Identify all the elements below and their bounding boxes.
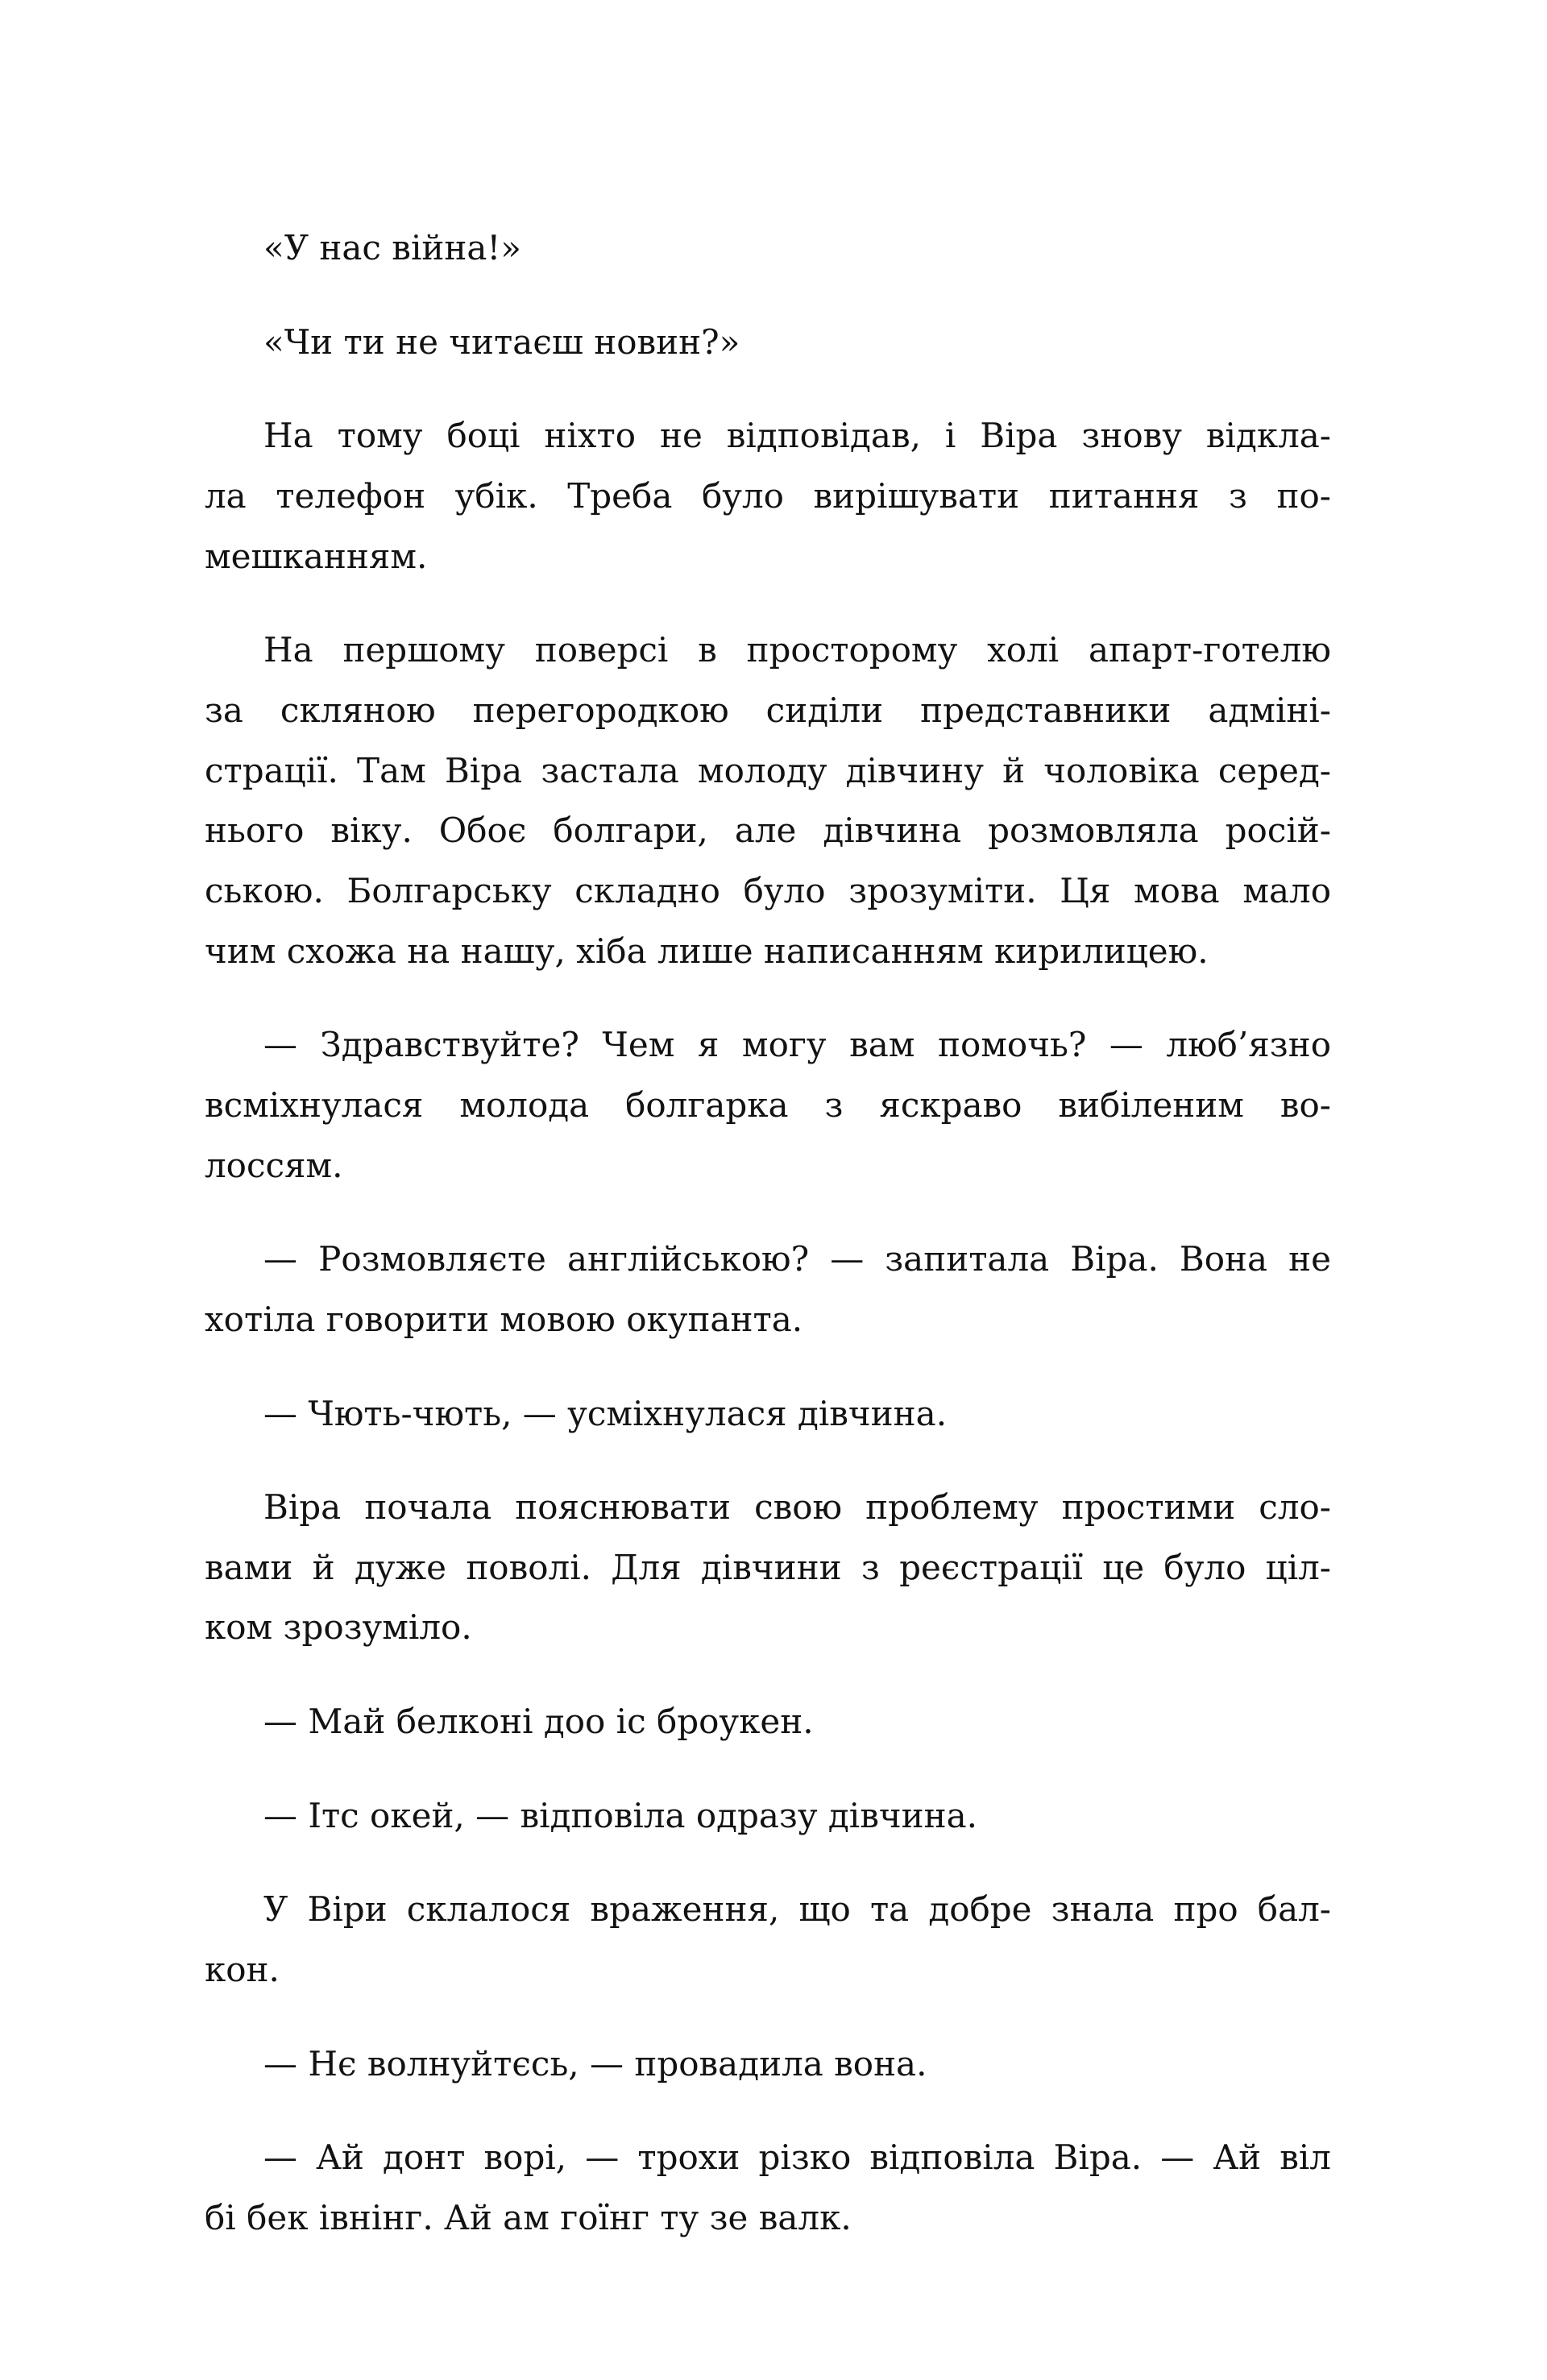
text-line: У Віри склалося враження, що та добре знала про бал- <box>263 1889 1331 1930</box>
text-line: вами й дуже поволі. Для дівчини з реєстрації це було ціл- <box>205 1547 1331 1587</box>
text-line: всміхнулася молода болгарка з яскраво вибіленим во- <box>205 1084 1331 1125</box>
text-line: за скляною перегородкою сиділи представники адміні- <box>205 690 1331 730</box>
text-line: мешканням. <box>205 536 428 576</box>
text-line: кон. <box>205 1950 280 1990</box>
text-line: Віра почала пояснювати свою проблему простими сло- <box>263 1487 1331 1528</box>
text-line: — Май белконі доо іс броукен. <box>263 1702 814 1742</box>
text-line: — Ай донт ворі, — трохи різко відповіла Віра. — Ай віл <box>263 2137 1331 2178</box>
text-line: нього віку. Обоє болгари, але дівчина розмовляла росій- <box>205 811 1331 851</box>
text-line: хотіла говорити мовою окупанта. <box>205 1299 803 1339</box>
text-line: — Здравствуйте? Чем я могу вам помочь? — люб’язно <box>263 1025 1331 1065</box>
text-line: «У нас війна!» <box>263 228 521 267</box>
text-line: чим схожа на нашу, хіба лише написанням кирилицею. <box>205 931 1209 971</box>
text-line: ською. Болгарську складно було зрозуміти. Ця мова мало <box>205 870 1331 910</box>
text-line: «Чи ти не читаєш новин?» <box>263 321 740 362</box>
text-line: бі бек івнінг. Ай ам гоїнг ту зе валк. <box>205 2198 852 2238</box>
text-line: страції. Там Віра застала молоду дівчину й чоловіка серед- <box>205 750 1331 790</box>
text-line: — Розмовляєте англійською? — запитала Віра. Вона не <box>263 1239 1331 1279</box>
text-line: — Ітс окей, — відповіла одразу дівчина. <box>263 1795 977 1835</box>
text-line: — Нє волнуйтєсь, — провадила вона. <box>263 2043 927 2084</box>
text-line: лоссям. <box>205 1145 343 1185</box>
text-line: На першому поверсі в просторому холі апарт-готелю <box>263 630 1331 670</box>
text-line: ком зрозуміло. <box>205 1607 472 1648</box>
body-text <box>205 218 1331 2283</box>
text-line: На тому боці ніхто не відповідав, і Віра знову відкла- <box>263 416 1331 456</box>
text-line: ла телефон убік. Треба було вирішувати питання з по- <box>205 475 1331 516</box>
text-line: — Чють-чють, — усміхнулася дівчина. <box>263 1393 948 1433</box>
